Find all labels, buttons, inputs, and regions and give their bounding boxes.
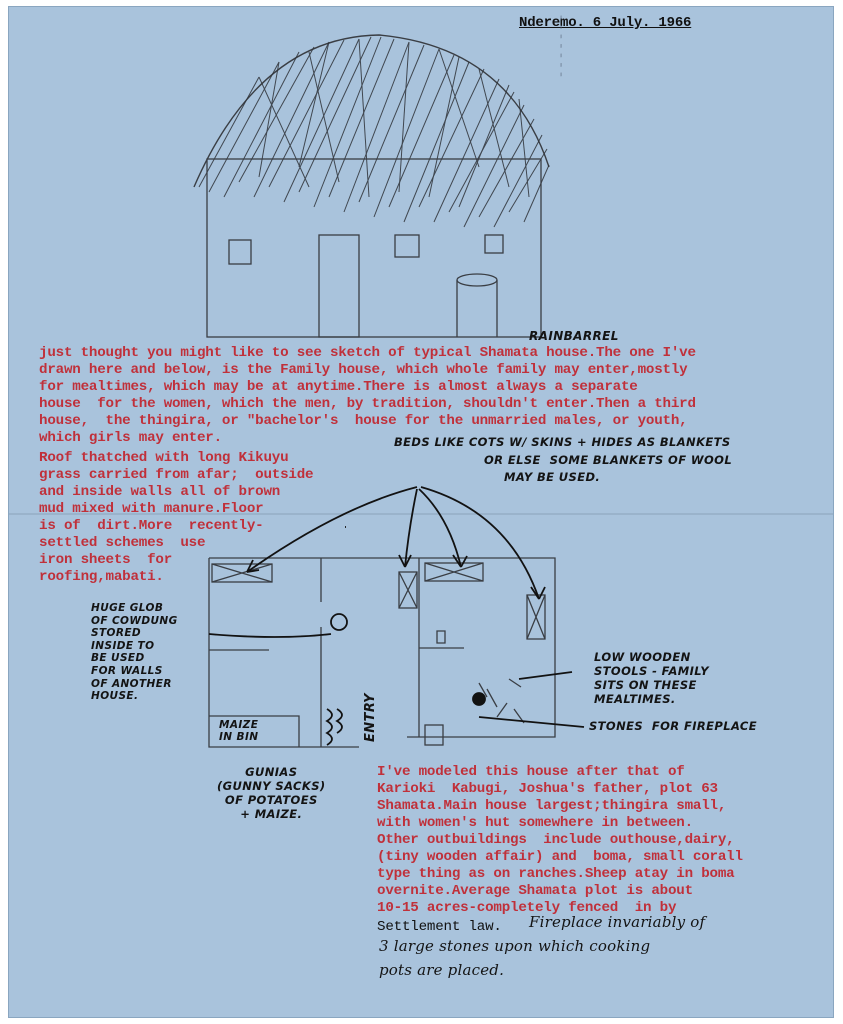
roof-line: and inside walls all of brown bbox=[39, 484, 281, 500]
house-elevation-drawing bbox=[194, 35, 549, 337]
bottom-line: I've modeled this house after that of bbox=[377, 764, 685, 780]
roof-line: roofing,mabati. bbox=[39, 569, 164, 585]
rain-barrel-label: RAINBARREL bbox=[529, 329, 619, 343]
bottom-line: with women's hut somewhere in between. bbox=[377, 815, 693, 831]
beds-label: BEDS LIKE COTS W/ SKINS + HIDES AS BLANKETS bbox=[394, 435, 731, 449]
intro-line: house for the women, which the men, by tradition, shouldn't enter.Then a third bbox=[39, 396, 696, 412]
fireplace-note-line: 3 large stones upon which cooking bbox=[379, 937, 651, 955]
gunias-label: GUNIAS (GUNNY SACKS) OF POTATOES + MAIZE. bbox=[217, 765, 326, 821]
roof-line: Roof thatched with long Kikuyu bbox=[39, 450, 289, 466]
maize-bin-label: MAIZE IN BIN bbox=[219, 719, 259, 743]
bottom-line: Karioki Kabugi, Joshua's father, plot 63 bbox=[377, 781, 718, 797]
intro-line: house, the thingira, or "bachelor's house for the unmarried males, or youth, bbox=[39, 413, 688, 429]
bottom-line: (tiny wooden affair) and boma, small corall bbox=[377, 849, 743, 865]
bottom-line: Other outbuildings include outhouse,dairy, bbox=[377, 832, 735, 848]
intro-line: just thought you might like to see sketch of typical Shamata house.The one I've bbox=[39, 345, 696, 361]
roof-line: is of dirt.More recently- bbox=[39, 518, 264, 534]
fireplace-note-line: pots are placed. bbox=[379, 961, 505, 979]
bleed-through-text: - - - - - - - bbox=[553, 14, 569, 77]
letter-page bbox=[8, 6, 834, 1018]
intro-line: drawn here and below, is the Family house, which whole family may enter,mostly bbox=[39, 362, 688, 378]
bottom-line: type thing as on ranches.Sheep atay in boma bbox=[377, 866, 735, 882]
stools-label: LOW WOODEN STOOLS - FAMILY SITS ON THESE MEALTIMES. bbox=[594, 650, 709, 706]
beds-label-line2: OR ELSE SOME BLANKETS OF WOOL bbox=[484, 453, 733, 467]
roof-line: settled schemes use bbox=[39, 535, 206, 551]
bottom-line: Shamata.Main house largest;thingira small, bbox=[377, 798, 727, 814]
roof-line: iron sheets for bbox=[39, 552, 173, 568]
fireplace-note-line: Fireplace invariably of bbox=[529, 913, 706, 931]
intro-line: which girls may enter. bbox=[39, 430, 222, 446]
entry-label: ENTRY bbox=[363, 693, 378, 742]
stones-label: STONES FOR FIREPLACE bbox=[589, 719, 758, 733]
date-line: Nderemo. 6 July. 1966 bbox=[519, 15, 692, 31]
intro-line: for mealtimes, which may be at anytime.There is almost always a separate bbox=[39, 379, 638, 395]
bottom-line: 10-15 acres-completely fenced in by bbox=[377, 900, 677, 916]
beds-label-line3: MAY BE USED. bbox=[504, 470, 601, 484]
bottom-line: overnite.Average Shamata plot is about bbox=[377, 883, 693, 899]
settlement-line: Settlement law. bbox=[377, 919, 502, 935]
cowdung-label: HUGE GLOB OF COWDUNG STORED INSIDE TO BE USED FOR WALLS OF ANOTHER HOUSE. bbox=[91, 602, 178, 703]
roof-line: mud mixed with manure.Floor bbox=[39, 501, 264, 517]
plan-annotation-arrows bbox=[209, 487, 584, 745]
roof-line: grass carried from afar; outside bbox=[39, 467, 314, 483]
